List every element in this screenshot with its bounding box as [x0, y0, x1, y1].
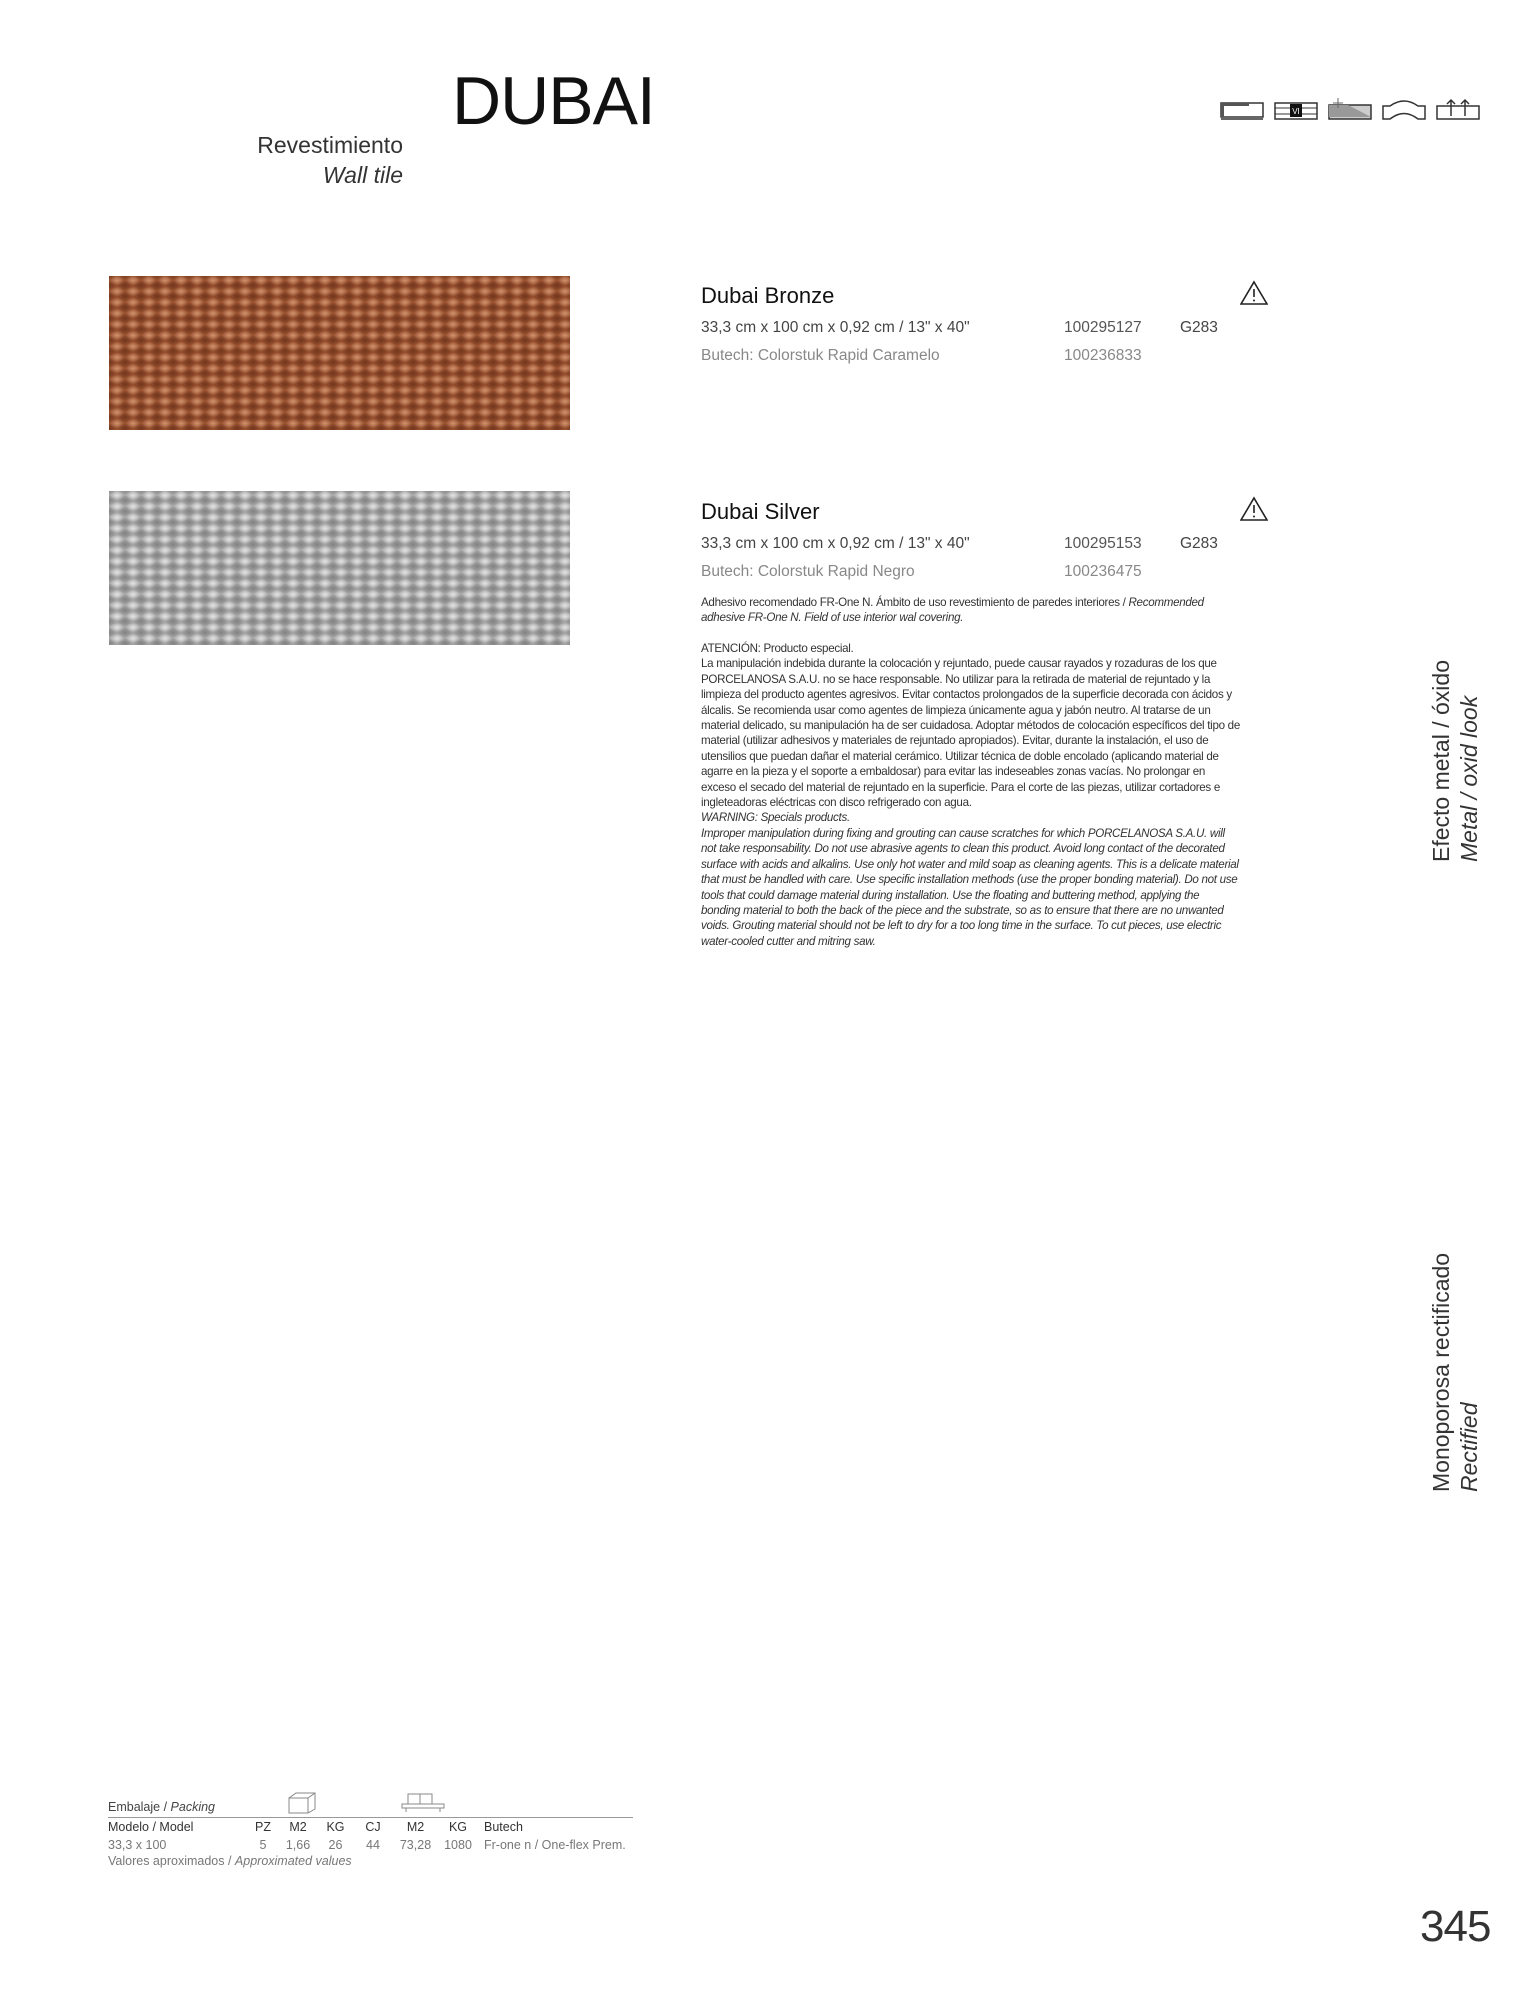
packing-title-es: Embalaje /	[108, 1800, 171, 1814]
dubai-silver-tile-image	[109, 491, 570, 645]
product-code: 100295127	[1064, 319, 1142, 336]
attention-title: ATENCIÓN: Producto especial.	[701, 642, 854, 655]
warning-icon	[1240, 496, 1268, 522]
cell-model: 33,3 x 100	[108, 1838, 167, 1852]
box-icon	[286, 1790, 318, 1814]
header-m2: M2	[289, 1820, 307, 1834]
light-reflect-icon	[1328, 98, 1372, 122]
effect-en: Metal / oxid look	[1456, 695, 1482, 862]
butech-grout: Butech: Colorstuk Rapid Caramelo	[701, 347, 940, 364]
type-es: Monoporosa rectificado	[1428, 1252, 1454, 1492]
header-m2-pallet: M2	[406, 1820, 425, 1834]
adhesive-note	[701, 595, 1241, 626]
packing-title-en: Packing	[170, 1800, 216, 1814]
arrows-up-icon	[1436, 98, 1480, 122]
curved-tile-icon	[1382, 98, 1426, 122]
product-group: G283	[1180, 319, 1218, 336]
cell-m2: 1,66	[285, 1838, 311, 1852]
cell-cj: 44	[366, 1838, 380, 1852]
product-dimensions: 33,3 cm x 100 cm x 0,92 cm / 13" x 40"	[701, 319, 970, 336]
header-model: Modelo / Model	[108, 1820, 194, 1834]
body-type-label	[1427, 1253, 1483, 1492]
header-kg-pallet: KG	[448, 1820, 468, 1834]
vi-icon	[1274, 98, 1318, 122]
cell-kg: 26	[328, 1838, 343, 1852]
product-name: Dubai Silver	[701, 499, 820, 524]
butech-code: 100236475	[1064, 563, 1142, 580]
collection-title: DUBAI	[452, 63, 655, 139]
wall-tile-icon	[1220, 98, 1264, 122]
cell-pz: 5	[259, 1838, 267, 1852]
approx-note-es: Valores aproximados /	[108, 1854, 235, 1868]
approx-note-en: Approximated values	[234, 1854, 352, 1868]
type-en: Rectified	[1456, 1402, 1482, 1492]
header-butech: Butech	[484, 1820, 523, 1834]
dubai-bronze-tile-image	[109, 276, 570, 430]
effect-es: Efecto metal / óxido	[1428, 660, 1454, 862]
cell-m2-pallet: 73,28	[399, 1838, 432, 1852]
product-group: G283	[1180, 535, 1218, 552]
packing-title	[108, 1800, 215, 1814]
adhesive-note-es: Adhesivo recomendado FR-One N. Ámbito de uso revestimiento de paredes interiores /	[701, 596, 1129, 609]
product-code: 100295153	[1064, 535, 1142, 552]
header-cj: CJ	[365, 1820, 381, 1834]
subtitle-es: Revestimiento	[257, 132, 403, 158]
adhesive-note-en: Recommended adhesive FR-One N. Field of use interior wal covering.	[701, 596, 1204, 625]
warning-icon	[1240, 280, 1268, 306]
cell-butech: Fr-one n / One-flex Prem.	[484, 1838, 626, 1852]
warning-body: Improper manipulation during fixing and grouting can cause scratches for which PORCELANOSA S.A.U. will not take responsability. Do not use abrasive agents to clean this product. Avoid long contact of the decorated surface with acids and alkalins. Use only hot water and mild soap as cleaning agents. This is a delicate material that must be handled with care. Use specific installation methods (use the proper bonding material). Do not use tools that could damage material during installation. Use the floating and buttering method, applying the bonding material to both the back of the piece and the substrate, so as to ensure that there are no unwanted voids. Grouting material should not be left to dry for a too long time in the surface. To cut pieces, use electric water-cooled cutter and mitring saw.	[701, 826, 1239, 948]
header-pz: PZ	[255, 1820, 271, 1834]
cell-kg-pallet: 1080	[444, 1838, 472, 1852]
page-number: 345	[1420, 1902, 1491, 1951]
butech-code: 100236833	[1064, 347, 1142, 364]
effect-label	[1427, 660, 1483, 862]
warning-title: WARNING: Specials products.	[701, 811, 850, 825]
attention-note	[701, 641, 1241, 949]
technical-icons	[1220, 98, 1480, 122]
attention-body: La manipulación indebida durante la colocación y rejuntado, puede causar rayados y rozaduras de los que PORCELANOSA S.A.U. no se hace responsable. No utilizar para la retirada de material de rejuntado y la limpieza del producto agentes agresivos. Evitar contactos prolongados de la superficie decorada con ácidos y álcalis. Se recomienda usar como agentes de limpieza únicamente agua y jabón neutro. Al tratarse de un material delicado, su manipulación ha de ser cuidadosa. Adoptar métodos de colocación específicos del tipo de material (utilizar adhesivos y materiales de rejuntado apropiados). Evitar, durante la instalación, el uso de utensilios que puedan dañar el material cerámico. Utilizar técnica de doble encolado (aplicando material de agarre en la pieza y el soporte a embaldosar) para evitar las indeseables zonas vacías. No prolongar en exceso el secado del material de rejuntado en la superficie. Para el corte de las piezas, utilizar cortadores e ingleteadoras eléctricas con disco refrigerado con agua.	[701, 657, 1240, 810]
subtitle-en: Wall tile	[322, 162, 403, 188]
butech-grout: Butech: Colorstuk Rapid Negro	[701, 563, 915, 580]
header-kg: KG	[326, 1820, 345, 1834]
product-dimensions: 33,3 cm x 100 cm x 0,92 cm / 13" x 40"	[701, 535, 970, 552]
product-name: Dubai Bronze	[701, 283, 835, 308]
vi-label: VI	[1292, 107, 1300, 116]
approx-note	[108, 1854, 633, 1868]
packing-table	[108, 1790, 633, 1868]
pallet-icon	[400, 1790, 446, 1814]
